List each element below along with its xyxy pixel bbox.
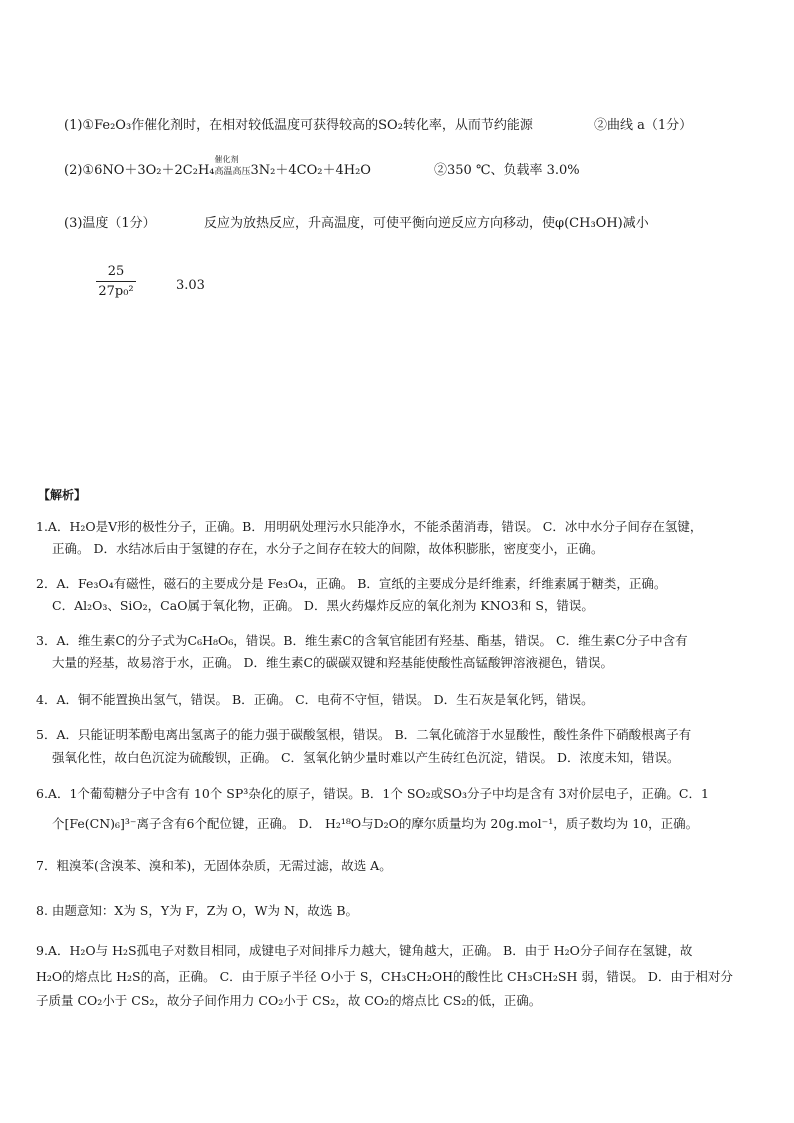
answer-value: 3.03 — [176, 278, 205, 293]
explanation-line: 7．粗溴苯(含溴苯、溴和苯)，无固体杂质，无需过滤，故选 A。 — [36, 858, 392, 873]
answer-3b: 反应为放热反应，升高温度，可使平衡向逆反应方向移动，使φ(CH₃OH)减小 — [204, 216, 649, 231]
explanation-line: 8. 由题意知：X为 S，Y为 F，Z为 O，W为 N，故选 B。 — [36, 903, 359, 918]
explanation-line: 大量的羟基，故易溶于水，正确。 D．维生素C的碳碳双键和羟基能使酸性高锰酸钾溶液褪色，错误。 — [52, 655, 614, 670]
answer-2b: ②350 ℃、负载率 3.0% — [434, 163, 580, 178]
fraction-bar — [96, 281, 136, 282]
fraction-denominator: 27p₀² — [98, 284, 134, 299]
explanation-line: 5．A．只能证明苯酚电离出氢离子的能力强于碳酸氢根，错误。 B．二氧化硫溶于水显酸性，酸性条件下硝酸根离子有 — [36, 727, 692, 742]
answer-2-equation — [64, 155, 371, 178]
equation-products: 3N₂＋4CO₂＋4H₂O — [250, 163, 371, 178]
explanation-line: 正确。 D．水结冰后由于氢键的存在，水分子之间存在较大的间隙，故体积膨胀，密度变小，正确。 — [52, 541, 604, 556]
answer-3: (3)温度（1分） — [64, 216, 156, 231]
explanation-line: C．Al₂O₃、SiO₂，CaO属于氧化物，正确。 D．黑火药爆炸反应的氧化剂为 KNO3和 S，错误。 — [52, 598, 594, 613]
condition-top: 催化剂 — [214, 155, 239, 164]
explanation-line: 子质量 CO₂小于 CS₂，故分子间作用力 CO₂小于 CS₂，故 CO₂的熔点比 CS₂的低，正确。 — [36, 993, 542, 1008]
explanation-line: 强氧化性，故白色沉淀为硫酸钡，正确。 C．氢氧化钠少量时难以产生砖红色沉淀，错误。 D．浓度未知，错误。 — [52, 750, 680, 765]
explanation-line: 个[Fe(CN)₆]³⁻离子含有6个配位键，正确。 D． H₂¹⁸O与D₂O的摩尔质量均为 20g.mol⁻¹，质子数均为 10，正确。 — [52, 816, 699, 831]
equation-reactants: (2)①6NO＋3O₂＋2C₂H₄ — [64, 163, 215, 178]
fraction-expression — [96, 264, 136, 299]
section-heading: 【解析】 — [38, 488, 87, 502]
condition-bottom: 高温高压 — [214, 167, 251, 177]
answer-1: (1)①Fe₂O₃作催化剂时，在相对较低温度可获得较高的SO₂转化率，从而节约能源 — [64, 118, 533, 133]
fraction-numerator: 25 — [107, 264, 125, 279]
explanation-line: 6.A．1个葡萄糖分子中含有 10个 SP³杂化的原子，错误。B．1个 SO₂或SO₃分子中均是含有 3对价层电子，正确。C．1 — [36, 786, 709, 801]
explanation-line: 9.A．H₂O与 H₂S孤电子对数目相同，成键电子对间排斥力越大，键角越大，正确。 B．由于 H₂O分子间存在氢键，故 — [36, 943, 693, 958]
explanation-line: 1.A．H₂O是V形的极性分子，正确。B．用明矾处理污水只能净水，不能杀菌消毒，错误。 C．冰中水分子间存在氢键， — [36, 519, 703, 534]
explanation-line: 2．A．Fe₃O₄有磁性，磁石的主要成分是 Fe₃O₄，正确。 B．宣纸的主要成分是纤维素，纤维素属于糖类，正确。 — [36, 576, 667, 591]
explanation-line: 3．A．维生素C的分子式为C₆H₈O₆，错误。B．维生素C的含氧官能团有羟基、酯基，错误。 C．维生素C分子中含有 — [36, 633, 688, 648]
explanation-line: H₂O的熔点比 H₂S的高，正确。 C．由于原子半径 O小于 S，CH₃CH₂OH的酸性比 CH₃CH₂SH 弱，错误。 D．由于相对分 — [36, 969, 733, 984]
explanation-line: 4．A．铜不能置换出氢气，错误。 B．正确。 C．电荷不守恒，错误。 D．生石灰是氧化钙，错误。 — [36, 692, 594, 707]
answer-1b: ②曲线 a（1分） — [594, 118, 693, 133]
reaction-condition — [214, 155, 251, 178]
